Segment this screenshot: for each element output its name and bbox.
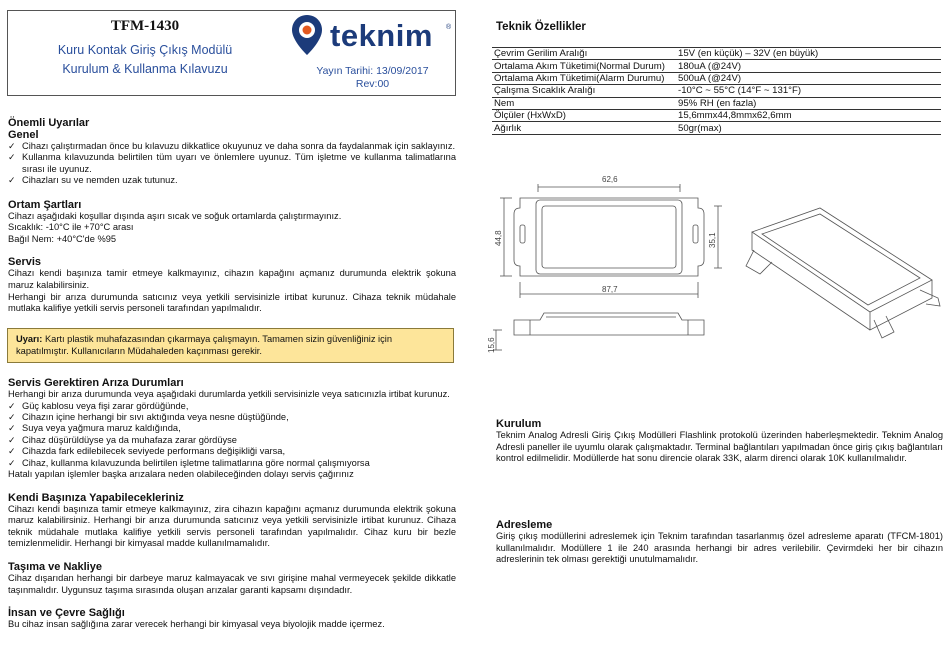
service-paragraph: Cihazı kendi başınıza tamir etmeye kalkmayınız, cihazın kapağını açmanız durumunda elektrik şokuna maruz kalabilirsiniz. <box>8 268 456 290</box>
list-item: ✓ Cihaz düşürüldüyse ya da muhafaza zarar gördüyse <box>8 435 456 446</box>
fault-intro: Herhangi bir arıza durumunda veya aşağıdaki durumlarda yetkili servisinizle veya satıcınızla irtibat kurunuz. <box>8 389 450 399</box>
table-row <box>492 97 941 109</box>
spec-value: 500uA (@24V) <box>676 72 941 84</box>
install-section <box>496 418 943 465</box>
table-row <box>492 85 941 97</box>
environment-title: Ortam Şartları <box>8 198 82 211</box>
transport-text: Cihaz dışarıdan herhangi bir darbeye maruz kalmayacak ve sıvı girişine mahal vermeyecek şekilde dikkatle taşınmalıdır. Uygunsuz taşıma sırasında oluşan arızalar garanti kapsamı dışındadır. <box>8 573 456 595</box>
environment-line: Bağıl Nem: +40°C'de %95 <box>8 233 117 244</box>
addressing-section <box>496 519 943 566</box>
product-code: TFM-1430 <box>110 18 180 34</box>
spec-label: Nem <box>492 97 676 109</box>
health-title: İnsan ve Çevre Sağlığı <box>8 607 125 620</box>
location-pin-icon <box>290 14 324 56</box>
list-item: ✓ Suya veya yağmura maruz kaldığında, <box>8 423 456 434</box>
table-row <box>492 48 941 60</box>
dimension-depth: 15,6 <box>487 337 496 353</box>
spec-value: -10°C ~ 55°C (14°F ~ 131°F) <box>676 85 941 97</box>
fault-list <box>8 401 456 469</box>
transport-title: Taşıma ve Nakliye <box>8 561 102 573</box>
logo-registered-mark: ® <box>446 24 452 31</box>
list-item: ✓ Cihazları su ve nemden uzak tutunuz. <box>8 175 456 186</box>
spec-title: Teknik Özellikler <box>496 21 586 33</box>
logo-text: teknim <box>330 18 433 53</box>
self-service-text: Cihazı kendi başınıza tamir etmeye kalkmayınız, zira cihazın kapağını açmanız durumunda elektrik şokuna maruz kalabilirsiniz. Herhangi bir arıza durumunda satıcınız veya yetkili servisinizle irtibat kurunuz. Cihaza teknik müdahale mutlaka kalifiye yetkili servis personeli tarafından yapılmalıdır. Cihaz kuru bir bezle temizlenmelidir. Herhangi bir kimyasal madde kullanılmamalıdır. <box>8 503 456 549</box>
service-paragraph: Herhangi bir arıza durumunda satıcınız veya yetkili servisinizle irtibat kurunuz. Cihaza teknik müdahale mutlaka kalifiye yetkili servis personeli tarafından yapılmalıdır. <box>8 291 456 314</box>
table-row <box>492 109 941 121</box>
publish-date: Yayın Tarihi: 13/09/2017 <box>316 65 429 77</box>
left-column-lower <box>8 377 456 631</box>
install-text: Teknim Analog Adresli Giriş Çıkış Modülleri Flashlink protokolü üzerinden haberleşmektedir. Teknim Analog Adresli paneller ile uyumlu olarak çalışmaktadır. Terminal bağlantıları yapılmadan önce giriş çıkış bağlantıları kontrol edilmelidir. Modüllerde hat sonu direncie olarak 33K, alarm direnci olarak 10K kullanılmalıdır. <box>496 430 943 464</box>
document-type: Kurulum & Kullanma Kılavuzu <box>62 62 228 76</box>
dimension-length: 87,7 <box>602 285 618 294</box>
warning-box <box>7 328 454 363</box>
spec-label: Ağırlık <box>492 122 676 134</box>
dimension-width: 62,6 <box>602 175 618 184</box>
general-list <box>8 141 456 187</box>
spec-value: 50gr(max) <box>676 122 941 134</box>
list-item: ✓ Cihaz, kullanma kılavuzunda belirtilen işletme talimatlarına göre normal çalışmıyorsa <box>8 458 456 469</box>
spec-label: Çalışma Sıcaklık Aralığı <box>492 85 676 97</box>
self-service-title: Kendi Başınıza Yapabilecekleriniz <box>8 491 184 504</box>
spec-label: Çevrim Gerilim Aralığı <box>492 48 676 60</box>
spec-value: 15V (en küçük) – 32V (en büyük) <box>676 48 941 60</box>
product-name: Kuru Kontak Giriş Çıkış Modülü <box>57 43 233 57</box>
spec-table <box>492 47 941 135</box>
revision: Rev:00 <box>355 78 390 90</box>
fault-outro: Hatalı yapılan işlemler başka arızalara neden olabileceğinden dolayı servis çağırınız <box>8 469 354 480</box>
list-item: ✓ Kullanma kılavuzunda belirtilen tüm uyarı ve önlemlere uyunuz. Tüm işletme ve kullanma talimatlarına sırası ile uyunuz. <box>8 152 456 175</box>
list-item: ✓ Cihazda fark edilebilecek seviyede performans değişikliği varsa, <box>8 446 456 457</box>
important-title: Önemli Uyarılar <box>8 117 90 129</box>
install-title: Kurulum <box>496 418 542 430</box>
service-title: Servis <box>8 256 42 269</box>
list-item: ✓ Güç kablosu veya fişi zarar gördüğünde, <box>8 401 456 412</box>
health-text: Bu cihaz insan sağlığına zarar verecek herhangi bir kimyasal veya biyolojik madde içermez. <box>8 619 385 630</box>
spec-value: 15,6mmx44,8mmx62,6mm <box>676 109 941 121</box>
fault-title: Servis Gerektiren Arıza Durumları <box>8 377 184 389</box>
warning-label: Uyarı: <box>16 334 43 344</box>
left-column <box>8 117 456 315</box>
spec-label: Ortalama Akım Tüketimi(Normal Durum) <box>492 60 676 72</box>
spec-label: Ölçüler (HxWxD) <box>492 109 676 121</box>
spec-value: 95% RH (en fazla) <box>676 97 941 109</box>
spec-value: 180uA (@24V) <box>676 60 941 72</box>
environment-line: Sıcaklık: -10°C ile +70°C arası <box>8 222 134 233</box>
general-title: Genel <box>8 129 39 141</box>
spec-label: Ortalama Akım Tüketimi(Alarm Durumu) <box>492 72 676 84</box>
warning-text: Kartı plastik muhafazasından çıkarmaya çalışmayın. Tamamen sizin güvenliğiniz için kapatılmıştır. Kullanıcıların Müdahaleden kaçınması gerekir. <box>16 334 393 356</box>
list-item: ✓ Cihazın içine herhangi bir sıvı aktığında veya nesne düştüğünde, <box>8 412 456 423</box>
table-row <box>492 122 941 134</box>
table-row <box>492 72 941 84</box>
environment-line: Cihazı aşağıdaki koşullar dışında aşırı sıcak ve soğuk ortamlarda çalıştırmayınız. <box>8 210 342 221</box>
dimension-height: 44,8 <box>494 230 503 246</box>
addressing-title: Adresleme <box>496 519 553 531</box>
addressing-text: Giriş çıkış modüllerini adreslemek için Teknim tarafından tasarlanmış özel adresleme aparatı (TFCM-1801) kullanılmalıdır. Modüllere 1 ile 240 arasında herhangi bir adres verilebilir. Çevirmdeki her bir cihazın adreslerinin tek olması gerektiği unutulmamalıdır. <box>496 531 943 565</box>
list-item: ✓ Cihazı çalıştırmadan önce bu kılavuzu dikkatlice okuyunuz ve daha sonra da faydalanmak için saklayınız. <box>8 141 456 152</box>
enclosure-drawing <box>487 170 945 360</box>
dimension-inner: 35,1 <box>708 232 717 248</box>
table-row <box>492 60 941 72</box>
